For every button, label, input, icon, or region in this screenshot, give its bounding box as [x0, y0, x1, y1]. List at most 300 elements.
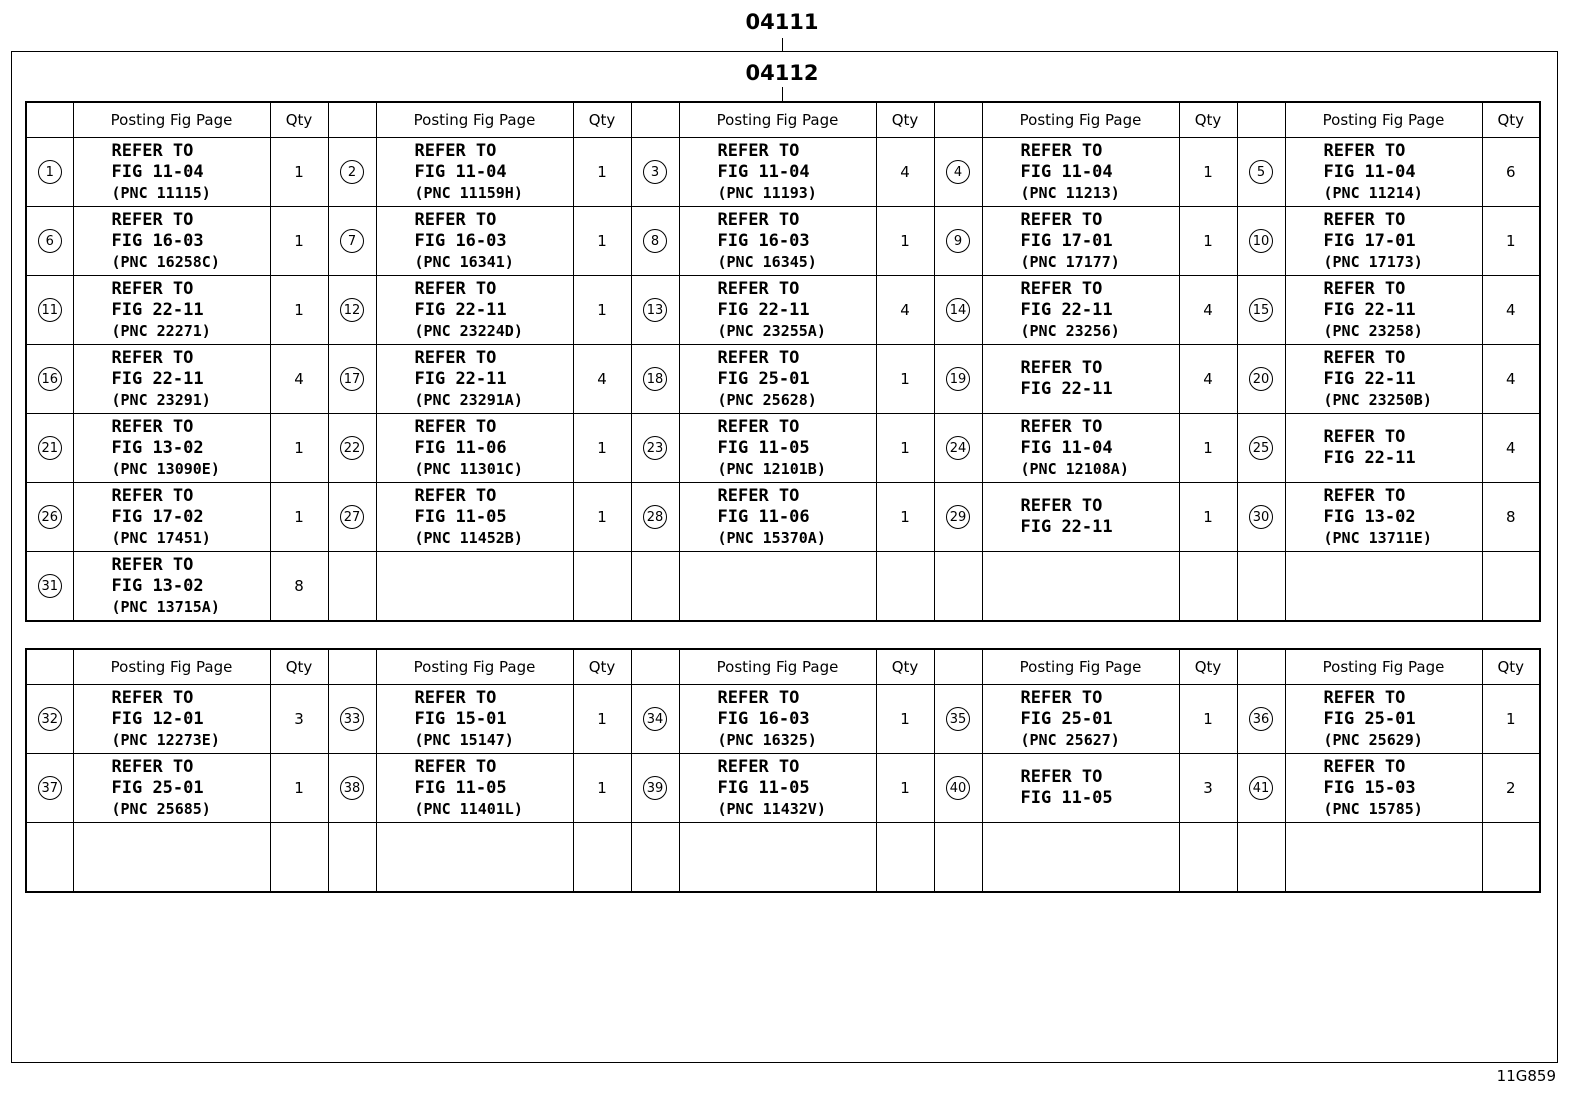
- refer-to-text: REFER TO: [414, 347, 497, 368]
- item-number-circle: 11: [38, 298, 62, 322]
- quantity-cell: [573, 552, 631, 622]
- item-number-circle: 19: [946, 367, 970, 391]
- pnc-text: (PNC 17451): [111, 528, 211, 547]
- item-number-cell: [631, 552, 679, 622]
- quantity-cell: 4: [876, 276, 934, 345]
- fig-reference-text: FIG 22-11: [414, 299, 507, 320]
- quantity-cell: 1: [573, 276, 631, 345]
- item-number-cell: [1237, 138, 1285, 207]
- pnc-text: (PNC 11301C): [414, 459, 523, 478]
- reference-table-lower: [25, 648, 1541, 893]
- refer-to-text: REFER TO: [1323, 140, 1406, 161]
- refer-to-text: REFER TO: [1020, 358, 1103, 378]
- item-number-circle: 27: [340, 505, 364, 529]
- table-row: [26, 483, 1540, 552]
- quantity-cell: 1: [1179, 207, 1237, 276]
- quantity-cell: 1: [876, 207, 934, 276]
- item-number-cell: [328, 483, 376, 552]
- item-number-cell: [26, 483, 73, 552]
- fig-reference-text: FIG 15-03: [1323, 777, 1416, 798]
- refer-to-text: REFER TO: [111, 416, 194, 437]
- refer-to-text: REFER TO: [111, 278, 194, 299]
- reference-cell: [679, 345, 876, 414]
- reference-cell: [376, 138, 573, 207]
- item-number-circle: 41: [1249, 776, 1273, 800]
- item-number-cell: [934, 207, 982, 276]
- pnc-text: (PNC 22271): [111, 321, 211, 340]
- item-number-cell: [1237, 685, 1285, 754]
- item-number-circle: 40: [946, 776, 970, 800]
- refer-to-text: REFER TO: [414, 756, 497, 777]
- refer-to-text: REFER TO: [111, 209, 194, 230]
- pnc-text: (PNC 12108A): [1020, 459, 1129, 478]
- fig-reference-text: FIG 25-01: [111, 777, 204, 798]
- reference-cell: [376, 207, 573, 276]
- pnc-text: (PNC 13090E): [111, 459, 220, 478]
- fig-reference-text: FIG 22-11: [111, 299, 204, 320]
- item-number-cell: [1237, 276, 1285, 345]
- pnc-text: (PNC 25629): [1323, 730, 1423, 749]
- header-num-cell: [934, 649, 982, 685]
- reference-cell: [982, 552, 1179, 622]
- item-number-circle: 4: [946, 160, 970, 184]
- reference-cell: [376, 685, 573, 754]
- item-number-cell: [934, 345, 982, 414]
- item-number-circle: 38: [340, 776, 364, 800]
- quantity-cell: 4: [1179, 276, 1237, 345]
- item-number-cell: [328, 138, 376, 207]
- item-number-circle: 13: [643, 298, 667, 322]
- fig-reference-text: FIG 16-03: [414, 230, 507, 251]
- quantity-cell: 1: [1482, 207, 1540, 276]
- item-number-circle: 35: [946, 707, 970, 731]
- quantity-cell: 3: [270, 685, 328, 754]
- item-number-circle: 1: [38, 160, 62, 184]
- fig-reference-text: FIG 22-11: [1323, 448, 1416, 468]
- reference-cell: [73, 345, 270, 414]
- pnc-text: (PNC 13711E): [1323, 528, 1432, 547]
- reference-cell: [982, 685, 1179, 754]
- pnc-text: (PNC 23250B): [1323, 390, 1432, 409]
- item-number-cell: [631, 138, 679, 207]
- reference-cell: [376, 345, 573, 414]
- pnc-text: (PNC 23255A): [717, 321, 826, 340]
- item-number-cell: [328, 823, 376, 893]
- fig-reference-text: FIG 22-11: [717, 299, 810, 320]
- fig-reference-text: FIG 11-05: [717, 437, 810, 458]
- fig-reference-text: FIG 11-04: [111, 161, 204, 182]
- assembly-leader-line: [782, 38, 783, 51]
- reference-cell: [1285, 823, 1482, 893]
- refer-to-text: REFER TO: [717, 347, 800, 368]
- reference-cell: [1285, 483, 1482, 552]
- table-row: [26, 345, 1540, 414]
- item-number-cell: [26, 138, 73, 207]
- fig-reference-text: FIG 11-05: [717, 777, 810, 798]
- reference-cell: [73, 823, 270, 893]
- fig-reference-text: FIG 22-11: [414, 368, 507, 389]
- header-qty-cell: Qty: [573, 102, 631, 138]
- quantity-cell: 1: [1179, 685, 1237, 754]
- reference-cell: [1285, 685, 1482, 754]
- quantity-cell: 1: [573, 414, 631, 483]
- item-number-circle: 16: [38, 367, 62, 391]
- item-number-cell: [26, 414, 73, 483]
- pnc-text: (PNC 16325): [717, 730, 817, 749]
- item-number-circle: 24: [946, 436, 970, 460]
- header-qty-cell: Qty: [270, 649, 328, 685]
- table-row: [26, 207, 1540, 276]
- quantity-cell: 1: [270, 276, 328, 345]
- quantity-cell: 4: [876, 138, 934, 207]
- reference-cell: [376, 754, 573, 823]
- item-number-circle: 22: [340, 436, 364, 460]
- reference-cell: [1285, 345, 1482, 414]
- item-number-circle: 7: [340, 229, 364, 253]
- quantity-cell: 1: [876, 345, 934, 414]
- fig-reference-text: FIG 25-01: [717, 368, 810, 389]
- fig-reference-text: FIG 15-01: [414, 708, 507, 729]
- reference-cell: [73, 207, 270, 276]
- fig-reference-text: FIG 11-05: [1020, 788, 1113, 808]
- item-number-cell: [631, 685, 679, 754]
- refer-to-text: REFER TO: [1323, 485, 1406, 506]
- reference-cell: [73, 138, 270, 207]
- pnc-text: (PNC 25628): [717, 390, 817, 409]
- refer-to-text: REFER TO: [414, 209, 497, 230]
- quantity-cell: 4: [1179, 345, 1237, 414]
- header-posting-cell: Posting Fig Page: [982, 649, 1179, 685]
- pnc-text: (PNC 23258): [1323, 321, 1423, 340]
- header-posting-cell: Posting Fig Page: [376, 649, 573, 685]
- item-number-cell: [26, 345, 73, 414]
- pnc-text: (PNC 12101B): [717, 459, 826, 478]
- quantity-cell: [1179, 552, 1237, 622]
- refer-to-text: REFER TO: [414, 278, 497, 299]
- quantity-cell: [1482, 552, 1540, 622]
- refer-to-text: REFER TO: [1020, 687, 1103, 708]
- item-number-cell: [631, 483, 679, 552]
- refer-to-text: REFER TO: [1323, 427, 1406, 447]
- fig-reference-text: FIG 11-04: [1020, 437, 1113, 458]
- header-qty-cell: Qty: [1179, 102, 1237, 138]
- quantity-cell: [573, 823, 631, 893]
- header-qty-cell: Qty: [876, 102, 934, 138]
- header-num-cell: [1237, 102, 1285, 138]
- fig-reference-text: FIG 11-04: [414, 161, 507, 182]
- item-number-cell: [328, 276, 376, 345]
- item-number-circle: 26: [38, 505, 62, 529]
- refer-to-text: REFER TO: [717, 687, 800, 708]
- pnc-text: (PNC 23224D): [414, 321, 523, 340]
- quantity-cell: [1482, 823, 1540, 893]
- pnc-text: (PNC 15785): [1323, 799, 1423, 818]
- refer-to-text: REFER TO: [111, 554, 194, 575]
- quantity-cell: 1: [270, 483, 328, 552]
- table-row: [26, 823, 1540, 893]
- reference-cell: [1285, 414, 1482, 483]
- reference-cell: [73, 276, 270, 345]
- fig-reference-text: FIG 25-01: [1020, 708, 1113, 729]
- refer-to-text: REFER TO: [414, 416, 497, 437]
- reference-cell: [376, 414, 573, 483]
- item-number-circle: 9: [946, 229, 970, 253]
- quantity-cell: 1: [876, 754, 934, 823]
- header-posting-cell: Posting Fig Page: [1285, 649, 1482, 685]
- refer-to-text: REFER TO: [1020, 209, 1103, 230]
- header-posting-cell: Posting Fig Page: [982, 102, 1179, 138]
- item-number-cell: [631, 276, 679, 345]
- item-number-cell: [631, 823, 679, 893]
- reference-cell: [679, 552, 876, 622]
- item-number-circle: 15: [1249, 298, 1273, 322]
- fig-reference-text: FIG 17-01: [1323, 230, 1416, 251]
- header-qty-cell: Qty: [1179, 649, 1237, 685]
- quantity-cell: 1: [876, 483, 934, 552]
- pnc-text: (PNC 13715A): [111, 597, 220, 616]
- item-number-cell: [1237, 823, 1285, 893]
- quantity-cell: 1: [1179, 138, 1237, 207]
- pnc-text: (PNC 17173): [1323, 252, 1423, 271]
- header-num-cell: [328, 649, 376, 685]
- reference-table-upper: [25, 101, 1541, 622]
- refer-to-text: REFER TO: [717, 140, 800, 161]
- item-number-circle: 32: [38, 707, 62, 731]
- quantity-cell: 4: [270, 345, 328, 414]
- refer-to-text: REFER TO: [1020, 140, 1103, 161]
- header-posting-cell: Posting Fig Page: [679, 102, 876, 138]
- refer-to-text: REFER TO: [1020, 496, 1103, 516]
- item-number-circle: 18: [643, 367, 667, 391]
- quantity-cell: 6: [1482, 138, 1540, 207]
- quantity-cell: [876, 823, 934, 893]
- refer-to-text: REFER TO: [1020, 278, 1103, 299]
- item-number-cell: [934, 685, 982, 754]
- reference-cell: [376, 483, 573, 552]
- reference-cell: [73, 483, 270, 552]
- quantity-cell: 1: [573, 207, 631, 276]
- item-number-cell: [26, 685, 73, 754]
- item-number-cell: [26, 552, 73, 622]
- refer-to-text: REFER TO: [1323, 347, 1406, 368]
- item-number-cell: [631, 414, 679, 483]
- pnc-text: (PNC 11401L): [414, 799, 523, 818]
- fig-reference-text: FIG 17-02: [111, 506, 204, 527]
- item-number-cell: [934, 138, 982, 207]
- pnc-text: (PNC 23291): [111, 390, 211, 409]
- header-num-cell: [631, 649, 679, 685]
- refer-to-text: REFER TO: [1323, 209, 1406, 230]
- item-number-circle: 14: [946, 298, 970, 322]
- quantity-cell: [1179, 823, 1237, 893]
- item-number-cell: [631, 754, 679, 823]
- item-number-cell: [631, 345, 679, 414]
- item-number-circle: 5: [1249, 160, 1273, 184]
- item-number-cell: [328, 552, 376, 622]
- fig-reference-text: FIG 22-11: [1020, 379, 1113, 399]
- table-row: [26, 552, 1540, 622]
- quantity-cell: 1: [573, 685, 631, 754]
- reference-cell: [679, 483, 876, 552]
- quantity-cell: 4: [1482, 345, 1540, 414]
- fig-reference-text: FIG 17-01: [1020, 230, 1113, 251]
- item-number-circle: 10: [1249, 229, 1273, 253]
- item-number-circle: 23: [643, 436, 667, 460]
- quantity-cell: 4: [1482, 276, 1540, 345]
- header-row: [26, 649, 1540, 685]
- header-num-cell: [26, 649, 73, 685]
- reference-cell: [376, 276, 573, 345]
- pnc-text: (PNC 11193): [717, 183, 817, 202]
- reference-cell: [376, 823, 573, 893]
- item-number-circle: 30: [1249, 505, 1273, 529]
- quantity-cell: 1: [270, 754, 328, 823]
- quantity-cell: 1: [1482, 685, 1540, 754]
- item-number-circle: 31: [38, 574, 62, 598]
- table-row: [26, 685, 1540, 754]
- header-num-cell: [328, 102, 376, 138]
- fig-reference-text: FIG 22-11: [1323, 368, 1416, 389]
- quantity-cell: 1: [876, 414, 934, 483]
- header-qty-cell: Qty: [1482, 102, 1540, 138]
- item-number-cell: [934, 276, 982, 345]
- reference-cell: [982, 414, 1179, 483]
- item-number-circle: 33: [340, 707, 364, 731]
- item-number-cell: [328, 685, 376, 754]
- item-number-cell: [328, 207, 376, 276]
- quantity-cell: 4: [1482, 414, 1540, 483]
- item-number-circle: 28: [643, 505, 667, 529]
- pnc-text: (PNC 23291A): [414, 390, 523, 409]
- fig-reference-text: FIG 13-02: [111, 437, 204, 458]
- header-qty-cell: Qty: [876, 649, 934, 685]
- item-number-circle: 37: [38, 776, 62, 800]
- fig-reference-text: FIG 11-06: [717, 506, 810, 527]
- reference-cell: [1285, 276, 1482, 345]
- assembly-number: 04111: [745, 10, 819, 34]
- item-number-cell: [934, 483, 982, 552]
- item-number-cell: [631, 207, 679, 276]
- pnc-text: (PNC 11214): [1323, 183, 1423, 202]
- item-number-cell: [26, 207, 73, 276]
- refer-to-text: REFER TO: [111, 140, 194, 161]
- reference-cell: [73, 552, 270, 622]
- quantity-cell: 4: [573, 345, 631, 414]
- header-posting-cell: Posting Fig Page: [1285, 102, 1482, 138]
- reference-cell: [679, 685, 876, 754]
- fig-reference-text: FIG 22-11: [1020, 299, 1113, 320]
- pnc-text: (PNC 12273E): [111, 730, 220, 749]
- reference-cell: [679, 754, 876, 823]
- item-number-cell: [1237, 754, 1285, 823]
- reference-cell: [679, 276, 876, 345]
- item-number-cell: [26, 754, 73, 823]
- item-number-circle: 21: [38, 436, 62, 460]
- reference-cell: [1285, 138, 1482, 207]
- refer-to-text: REFER TO: [717, 756, 800, 777]
- fig-reference-text: FIG 25-01: [1323, 708, 1416, 729]
- item-number-cell: [1237, 207, 1285, 276]
- reference-cell: [376, 552, 573, 622]
- refer-to-text: REFER TO: [717, 416, 800, 437]
- refer-to-text: REFER TO: [717, 209, 800, 230]
- pnc-text: (PNC 17177): [1020, 252, 1120, 271]
- subassembly-leader-line: [782, 87, 783, 101]
- reference-cell: [1285, 207, 1482, 276]
- quantity-cell: 1: [270, 138, 328, 207]
- quantity-cell: 1: [573, 138, 631, 207]
- pnc-text: (PNC 11213): [1020, 183, 1120, 202]
- reference-cell: [982, 345, 1179, 414]
- reference-cell: [73, 414, 270, 483]
- item-number-cell: [934, 552, 982, 622]
- item-number-circle: 29: [946, 505, 970, 529]
- pnc-text: (PNC 16258C): [111, 252, 220, 271]
- pnc-text: (PNC 15370A): [717, 528, 826, 547]
- header-row: [26, 102, 1540, 138]
- refer-to-text: REFER TO: [414, 140, 497, 161]
- pnc-text: (PNC 15147): [414, 730, 514, 749]
- illustration-code: 11G859: [1496, 1067, 1556, 1085]
- item-number-circle: 2: [340, 160, 364, 184]
- item-number-circle: 25: [1249, 436, 1273, 460]
- quantity-cell: 1: [573, 754, 631, 823]
- reference-cell: [679, 207, 876, 276]
- item-number-cell: [26, 823, 73, 893]
- pnc-text: (PNC 11159H): [414, 183, 523, 202]
- quantity-cell: [876, 552, 934, 622]
- refer-to-text: REFER TO: [1020, 767, 1103, 787]
- item-number-circle: 12: [340, 298, 364, 322]
- quantity-cell: 1: [270, 414, 328, 483]
- refer-to-text: REFER TO: [1323, 687, 1406, 708]
- header-num-cell: [934, 102, 982, 138]
- reference-cell: [679, 414, 876, 483]
- refer-to-text: REFER TO: [111, 347, 194, 368]
- header-qty-cell: Qty: [270, 102, 328, 138]
- item-number-circle: 36: [1249, 707, 1273, 731]
- header-posting-cell: Posting Fig Page: [73, 649, 270, 685]
- refer-to-text: REFER TO: [717, 485, 800, 506]
- item-number-cell: [1237, 345, 1285, 414]
- quantity-cell: 1: [876, 685, 934, 754]
- header-num-cell: [631, 102, 679, 138]
- item-number-cell: [934, 823, 982, 893]
- quantity-cell: 1: [1179, 414, 1237, 483]
- header-posting-cell: Posting Fig Page: [376, 102, 573, 138]
- pnc-text: (PNC 11115): [111, 183, 211, 202]
- fig-reference-text: FIG 22-11: [1020, 517, 1113, 537]
- item-number-cell: [328, 754, 376, 823]
- item-number-cell: [328, 414, 376, 483]
- pnc-text: (PNC 16345): [717, 252, 817, 271]
- refer-to-text: REFER TO: [414, 485, 497, 506]
- quantity-cell: 3: [1179, 754, 1237, 823]
- item-number-circle: 34: [643, 707, 667, 731]
- refer-to-text: REFER TO: [111, 485, 194, 506]
- reference-cell: [1285, 754, 1482, 823]
- item-number-circle: 6: [38, 229, 62, 253]
- item-number-circle: 8: [643, 229, 667, 253]
- fig-reference-text: FIG 16-03: [717, 708, 810, 729]
- fig-reference-text: FIG 22-11: [111, 368, 204, 389]
- fig-reference-text: FIG 11-05: [414, 777, 507, 798]
- header-qty-cell: Qty: [1482, 649, 1540, 685]
- reference-cell: [982, 823, 1179, 893]
- subassembly-number: 04112: [745, 61, 819, 85]
- header-num-cell: [1237, 649, 1285, 685]
- reference-cell: [982, 207, 1179, 276]
